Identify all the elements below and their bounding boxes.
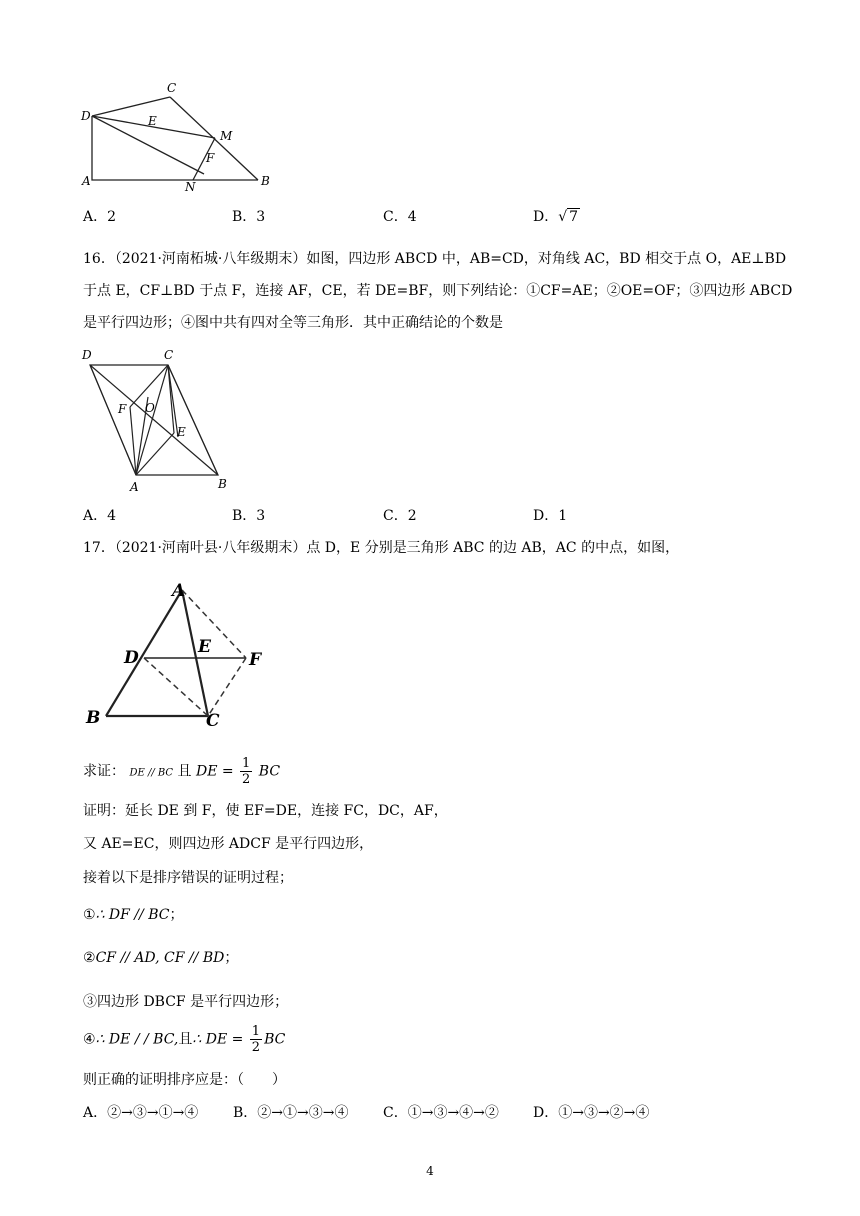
q15-label-D: D xyxy=(81,109,91,123)
q15-label-N: N xyxy=(185,180,196,194)
step2-end: ； xyxy=(224,950,239,966)
step4-rhs: BC xyxy=(264,1031,286,1048)
q16-label-A: A xyxy=(130,480,139,494)
q16-label-O: O xyxy=(145,401,155,415)
q17-prove-and: 且 xyxy=(177,763,192,780)
q16-option-d: D．1 xyxy=(533,508,568,524)
q15-label-E: E xyxy=(148,114,157,128)
q15-option-d xyxy=(533,207,580,227)
q17-step1 xyxy=(83,905,183,925)
q17-prove-line xyxy=(83,756,280,789)
q15-label-A: A xyxy=(82,174,91,188)
q17-label-D: D xyxy=(124,648,139,668)
page-number: 4 xyxy=(426,1164,434,1178)
step2-math: CF // AD, CF // BD xyxy=(95,950,225,966)
q15-label-C: C xyxy=(167,81,177,95)
q17-prove-lhs: DE = xyxy=(195,763,234,780)
q17-question: 则正确的证明排序应是：（ ） xyxy=(83,1072,286,1088)
q16-label-E: E xyxy=(177,425,186,439)
q16-label-D: D xyxy=(82,348,92,362)
q15-label-B: B xyxy=(261,174,270,188)
q16-label-C: C xyxy=(164,348,174,362)
step1-number: ① xyxy=(83,907,96,923)
q17-step2 xyxy=(83,948,238,968)
q15-option-d-radicand: 7 xyxy=(569,209,579,225)
step1-end: ； xyxy=(169,907,184,923)
q16-option-b: B．3 xyxy=(232,508,266,524)
q17-prove-prefix: 求证： xyxy=(83,763,125,780)
q17-label-E: E xyxy=(198,637,211,657)
q16-text-line2: 于点 E，CF⊥BD 于点 F，连接 AF，CE，若 DE=BF，则下列结论：①CF=AE；②OE=OF；③四边形 ABCD xyxy=(83,283,793,299)
step2-number: ② xyxy=(83,950,96,966)
q17-prove-fraction xyxy=(240,756,252,787)
fraction-denominator: 2 xyxy=(251,1040,261,1055)
q15-option-c: C．4 xyxy=(383,209,417,225)
q17-label-F: F xyxy=(249,650,262,670)
q17-prove-rhs: BC xyxy=(258,763,281,780)
q16-text-line3: 是平行四边形；④图中共有四对全等三角形．其中正确结论的个数是 xyxy=(83,315,503,331)
q17-label-B: B xyxy=(86,708,101,728)
step4-math-b: ∴ DE = xyxy=(192,1031,244,1048)
q16-figure xyxy=(78,345,238,495)
q16-text-line1: 16．（2021·河南柘城·八年级期末）如图，四边形 ABCD 中，AB=CD，对角线 AC，BD 相交于点 O，AE⊥BD xyxy=(83,251,787,267)
q17-step4 xyxy=(83,1024,285,1055)
step4-number: ④ xyxy=(83,1031,96,1048)
q17-proof-line3: 接着以下是排序错误的证明过程； xyxy=(83,870,293,886)
q15-option-a: A．2 xyxy=(83,209,117,225)
step1-math: ∴ DF // BC xyxy=(95,907,170,923)
q17-option-c: C．①→③→④→② xyxy=(383,1105,499,1121)
q15-option-d-prefix: D． xyxy=(533,209,559,225)
q17-label-C: C xyxy=(206,711,220,728)
q16-option-a: A．4 xyxy=(83,508,117,524)
q15-label-F: F xyxy=(206,151,215,165)
q16-option-c: C．2 xyxy=(383,508,417,524)
q17-figure xyxy=(82,578,282,728)
sqrt-symbol: √ 7 xyxy=(558,209,579,225)
q16-label-B: B xyxy=(218,477,227,491)
q17-prove-part1: DE // BC xyxy=(129,767,174,779)
q15-option-b: B．3 xyxy=(232,209,266,225)
step4-fraction xyxy=(250,1024,262,1055)
q17-option-b: B．②→①→③→④ xyxy=(233,1105,349,1121)
q17-proof-line2: 又 AE=EC，则四边形 ADCF 是平行四边形， xyxy=(83,836,374,852)
step4-and: 且 xyxy=(178,1031,193,1048)
q17-proof-line1: 证明：延长 DE 到 F，使 EF=DE，连接 FC，DC，AF， xyxy=(83,803,448,819)
fraction-numerator: 1 xyxy=(251,1024,261,1039)
q17-step3: ③四边形 DBCF 是平行四边形； xyxy=(83,994,289,1010)
q17-option-d: D．①→③→②→④ xyxy=(533,1105,650,1121)
fraction-denominator: 2 xyxy=(242,772,251,787)
q15-figure xyxy=(80,80,280,195)
q17-label-A: A xyxy=(172,581,186,601)
q17-option-a: A．②→③→①→④ xyxy=(83,1105,199,1121)
fraction-numerator: 1 xyxy=(242,756,251,771)
step4-math-a: ∴ DE / / BC, xyxy=(95,1031,179,1048)
q17-text-line1: 17．（2021·河南叶县·八年级期末）点 D，E 分别是三角形 ABC 的边 AB，AC 的中点，如图， xyxy=(83,540,680,556)
q15-label-M: M xyxy=(220,129,233,143)
q16-label-F: F xyxy=(118,402,127,416)
